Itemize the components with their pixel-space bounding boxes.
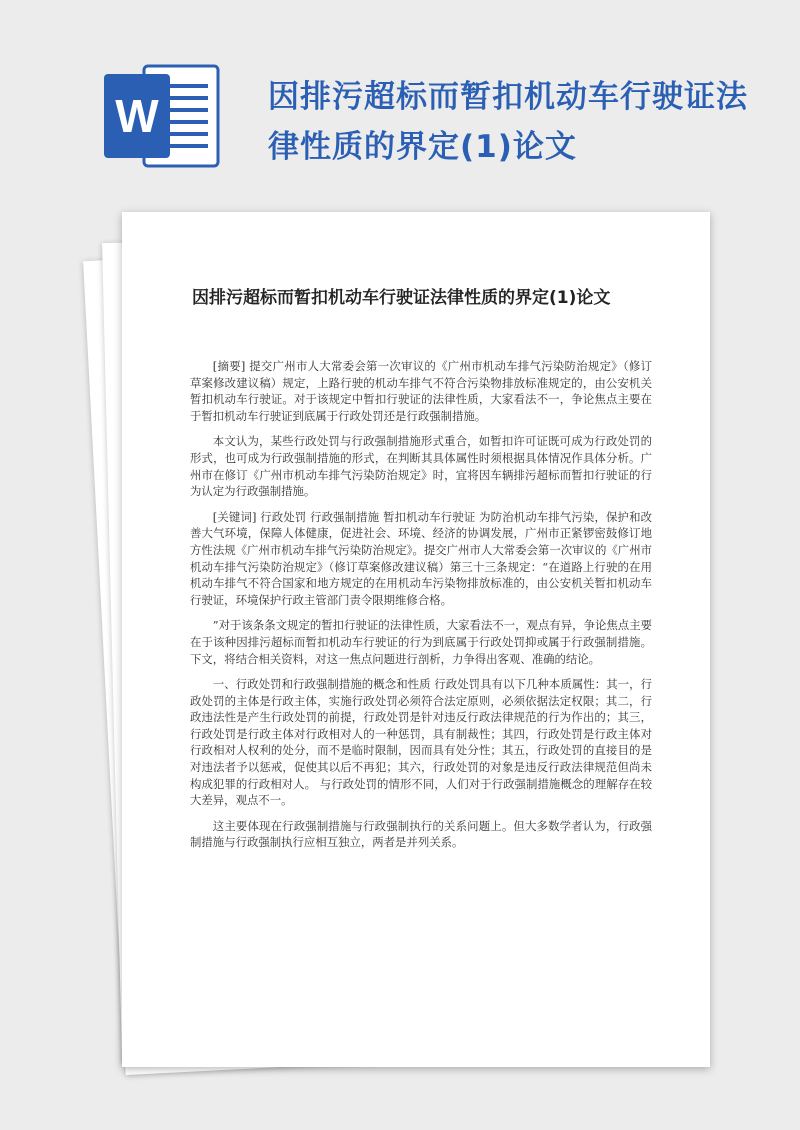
document-page <box>122 212 710 1067</box>
header-title: 因排污超标而暂扣机动车行驶证法律性质的界定(1)论文 <box>268 79 748 165</box>
paragraph: 这主要体现在行政强制措施与行政强制执行的关系问题上。但大多数学者认为，行政强制措施与行政强制执行应相互独立，两者是并列关系。 <box>190 818 652 850</box>
word-logo-letter: W <box>115 90 159 142</box>
paragraph-keywords: [关键词] 行政处罚 行政强制措施 暂扣机动车行驶证 为防治机动车排气污染，保护和改善大气环境，保障人体健康，促进社会、环境、经济的协调发展，广州市正紧锣密鼓修订地方性法规《广州市机动车排气污染防治规定》。提交广州市人大常委会第一次审议的《广州市机动车排气污染防治规定》（修订草案修改建议稿）第三十三条规定：“在道路上行驶的在用机动车排气不符合国家和地方规定的在用机动车污染物排放标准的，由公安机关暂扣机动车行驶证，环境保护行政主管部门责令限期维修合格。 <box>190 509 652 607</box>
document-body <box>190 358 652 860</box>
paragraph: 本文认为，某些行政处罚与行政强制措施形式重合，如暂扣许可证既可成为行政处罚的形式，也可成为行政强制措施的形式，在判断其具体属性时须根据具体情况作具体分析。广州市在修订《广州市机动车排气污染防治规定》时，宜将因车辆排污超标而暂扣行驶证的行为认定为行政强制措施。 <box>190 434 652 499</box>
paragraph: ”对于该条条文规定的暂扣行驶证的法律性质，大家看法不一，观点有异，争论焦点主要在于该种因排污超标而暂扣机动车行驶证的行为到底属于行政处罚抑或属于行政强制措施。下文，将结合相关资料，对这一焦点问题进行剖析，力争得出客观、准确的结论。 <box>190 618 652 666</box>
word-document-icon <box>104 60 224 172</box>
document-title: 因排污超标而暂扣机动车行驶证法律性质的界定(1)论文 <box>192 288 611 308</box>
paragraph-abstract: [摘要] 提交广州市人大常委会第一次审议的《广州市机动车排气污染防治规定》（修订草案修改建议稿）规定，上路行驶的机动车排气不符合污染物排放标准规定的，由公安机关暂扣机动车行驶证。对于该规定中暂扣行驶证的法律性质，大家看法不一，争论焦点主要在于暂扣机动车行驶证到底属于行政处罚还是行政强制措施。 <box>190 359 652 423</box>
paragraph: 一、行政处罚和行政强制措施的概念和性质 行政处罚具有以下几种本质属性：其一，行政处罚的主体是行政主体，实施行政处罚必须符合法定原则，必须依据法定权限；其二，行政违法性是产生行政处罚的前提，行政处罚是针对违反行政法律规范的行为作出的；其三，行政处罚是行政主体对行政相对人的一种惩罚，具有制裁性；其四，行政处罚是行政主体对行政相对人权利的处分，而不是临时限制，因而具有处分性；其五，行政处罚的直接目的是对违法者予以惩戒，促使其以后不再犯；其六，行政处罚的对象是违反行政法律规范但尚未构成犯罪的行政相对人。 与行政处罚的情形不同，人们对于行政强制措施概念的理解存在较大差异，观点不一。 <box>190 677 652 808</box>
